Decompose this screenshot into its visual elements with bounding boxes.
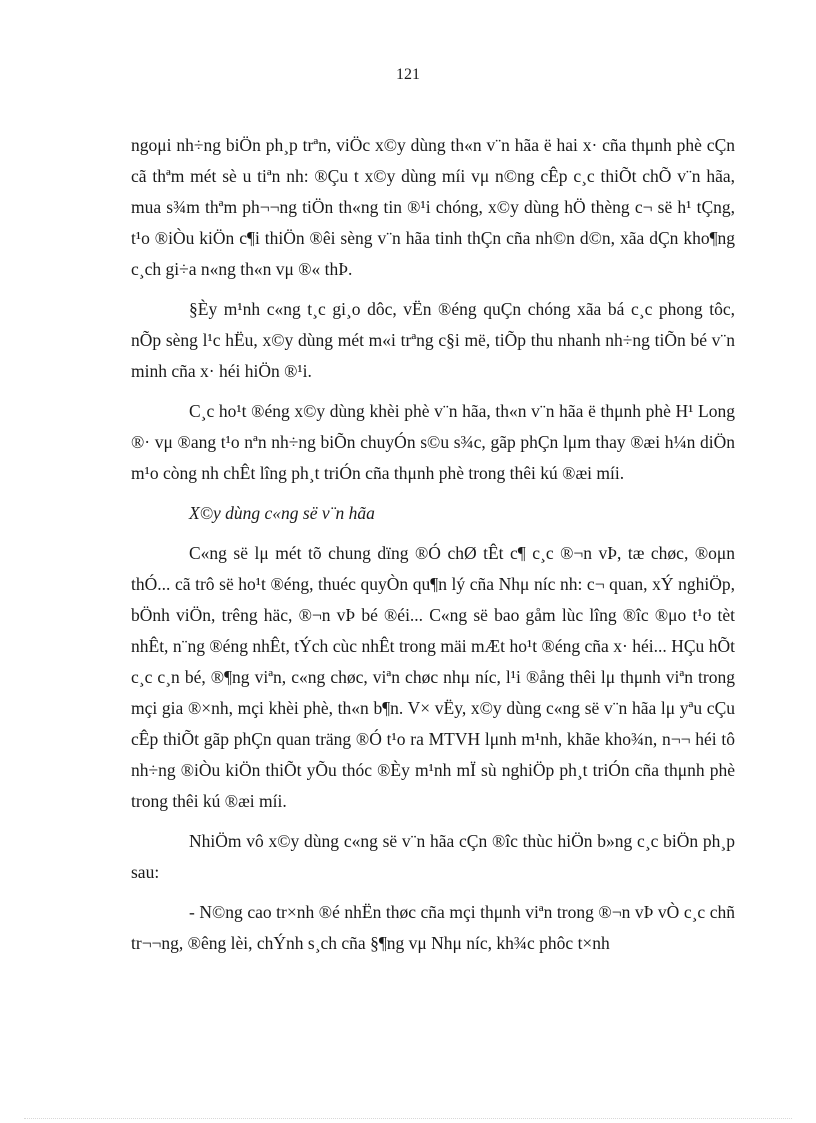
paragraph-3: C¸c ho¹t ®éng x©y dùng khèi phè v¨n hãa, th«n v¨n hãa ë thμnh phè H¹ Long ®· vμ ®ang t¹o nªn nh÷ng biÕn chuyÓn s©u s¾c, gãp phÇn lμm thay ®æi h¼n diÖn m¹o còng nh chÊt lîng ph¸t triÓn cña thμnh phè trong thêi kú ®æi míi. xyxy=(131,401,735,483)
paragraph-4: C«ng së lμ mét tõ chung dïng ®Ó chØ tÊt c¶ c¸c ®¬n vÞ, tæ chøc, ®oμn thÓ... cã trô së ho¹t ®éng, thuéc quyÒn qu¶n lý cña Nhμ níc nh: c¬ quan, xÝ nghiÖp, bÖnh viÖn, trêng häc, ®¬n vÞ bé ®éi... C«ng së bao gåm lùc lîng ®îc ®μo t¹o tèt nhÊt, n¨ng ®éng nhÊt, tÝch cùc nhÊt trong mäi mÆt ho¹t ®éng cña x· héi... HÇu hÕt c¸c c¸n bé, ®¶ng viªn, c«ng chøc, viªn chøc nhμ níc, l¹i ®ång thêi lμ thμnh viªn trong mçi gia ®×nh, mçi khèi phè, th«n b¶n. V× vËy, x©y dùng c«ng së v¨n hãa lμ yªu cÇu cÊp thiÕt gãp phÇn quan träng ®Ó t¹o ra MTVH lμnh m¹nh, khãe kho¾n, n¬¬ héi tô nh÷ng ®iÒu kiÖn thiÕt yÕu thóc ®Èy m¹nh mÏ sù nghiÖp ph¸t triÓn cña thμnh phè trong thêi kú ®æi míi. xyxy=(131,543,735,811)
paragraph-2: §Èy m¹nh c«ng t¸c gi¸o dôc, vËn ®éng quÇn chóng xãa bá c¸c phong tôc, nÕp sèng l¹c hËu, x©y dùng mét m«i trªng c§i më, tiÕp thu nhanh nh÷ng tiÕn bé v¨n minh cña x· héi hiÖn ®¹i. xyxy=(131,299,735,381)
page-number: 121 xyxy=(396,66,420,83)
paragraph-1: ngoμi nh÷ng biÖn ph¸p trªn, viÖc x©y dùng th«n v¨n hãa ë hai x· cña thμnh phè cÇn cã thªm mét sè u tiªn nh: ®Çu t x©y dùng míi vμ n©ng cÊp c¸c thiÕt chÕ v¨n hãa, mua s¾m thªm ph¬¬ng tiÖn th«ng tin ®¹i chóng, x©y dùng hÖ thèng c¬ së h¹ tÇng, t¹o ®iÒu kiÖn c¶i thiÖn ®êi sèng v¨n hãa tinh thÇn cña nh©n d©n, xãa dÇn kho¶ng c¸ch gi÷a n«ng th«n vμ ®« thÞ. xyxy=(131,135,735,279)
section-heading: X©y dùng c«ng së v¨n hãa xyxy=(189,503,375,523)
footer-divider xyxy=(24,1118,792,1119)
document-body xyxy=(131,130,735,968)
paragraph-6: - N©ng cao tr×nh ®é nhËn thøc cña mçi thμnh viªn trong ®¬n vÞ vÒ c¸c chñ tr¬¬ng, ®êng lèi, chÝnh s¸ch cña §¶ng vμ Nhμ níc, kh¾c phôc t×nh xyxy=(131,902,735,953)
paragraph-5: NhiÖm vô x©y dùng c«ng së v¨n hãa cÇn ®îc thùc hiÖn b»ng c¸c biÖn ph¸p sau: xyxy=(131,831,735,882)
